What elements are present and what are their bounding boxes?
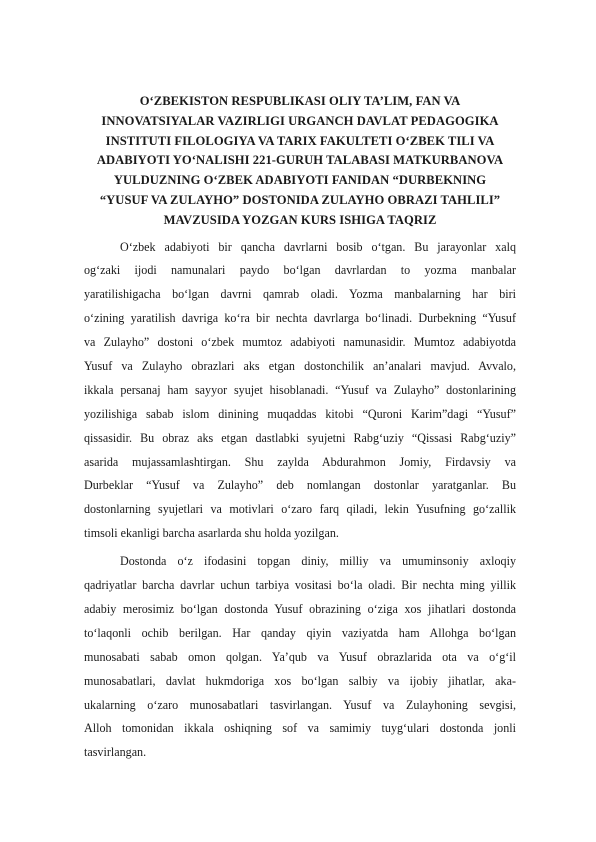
- text-line: yozilishiga sabab islom dinining muqaddas kitobi “Quroni Karim”dagi “Yusuf”: [84, 406, 516, 421]
- document-title: [84, 92, 516, 231]
- text-line: ukalarning o‘zaro munosabatlari tasvirlangan. Yusuf va Zulayhoning sevgisi,: [84, 697, 516, 712]
- text-line: munosabatlari, davlat hukmdoriga xos bo‘lgan salbiy va ijobiy jihatlar, aka-: [84, 673, 516, 688]
- title-line: MAVZUSIDA YOZGAN KURS ISHIGA TAQRIZ: [163, 212, 437, 227]
- text-line: Dostonda o‘z ifodasini topgan diniy, milliy va umuminsoniy axloqiy: [120, 554, 516, 569]
- text-line: o‘zining yaratilish davriga ko‘ra bir nechta davrlarga bo‘linadi. Durbekning “Yusuf: [84, 311, 516, 326]
- text-line: Durbeklar “Yusuf va Zulayho” deb nomlangan dostonlar yaratganlar. Bu: [84, 478, 516, 493]
- title-line: ADABIYOTI YO‘NALISHI 221-GURUH TALABASI MATKURBANOVA: [96, 153, 504, 168]
- title-line: “YUSUF VA ZULAYHO” DOSTONIDA ZULAYHO OBRAZI TAHLILI”: [99, 192, 501, 207]
- text-line: ikkala persanaj ham sayyor syujet hisoblanadi. “Yusuf va Zulayho” dostonlarining: [84, 382, 516, 397]
- document-body: [84, 236, 516, 766]
- paragraph-1: [84, 236, 516, 547]
- text-line: adabiy merosimiz bo‘lgan dostonda Yusuf obrazining o‘ziga xos jihatlari dostonda: [84, 601, 516, 616]
- text-line: og‘zaki ijodi namunalari paydo bo‘lgan davrlardan to yozma manbalar: [84, 263, 516, 278]
- text-line: Yusuf va Zulayho obrazlari aks etgan dostonchilik an’analari mavjud. Avvalo,: [84, 359, 516, 374]
- text-line: qissasidir. Bu obraz aks etgan dastlabki syujetni Rabg‘uziy “Qissasi Rabg‘uziy”: [84, 430, 516, 445]
- text-line: O‘zbek adabiyoti bir qancha davrlarni bosib o‘tgan. Bu jarayonlar xalq: [120, 239, 516, 254]
- text-line: munosabati sabab omon qolgan. Ya’qub va Yusuf obrazlarida ota va o‘g‘il: [84, 649, 516, 664]
- text-line: dostonlarning syujetlari va motivlari o‘zaro farq qiladi, lekin Yusufning go‘zallik: [84, 502, 516, 517]
- text-line: va Zulayho” dostoni o‘zbek mumtoz adabiyoti namunasidir. Mumtoz adabiyotda: [84, 335, 516, 350]
- title-line: INSTITUTI FILOLOGIYA VA TARIX FAKULTETI O‘ZBEK TILI VA: [105, 133, 495, 148]
- text-line: timsoli ekanligi barcha asarlarda shu holda yozilgan.: [84, 526, 339, 541]
- title-line: YULDUZNING O‘ZBEK ADABIYOTI FANIDAN “DURBEKNING: [113, 173, 487, 188]
- text-line: to‘laqonli ochib berilgan. Har qanday qiyin vaziyatda ham Allohga bo‘lgan: [84, 625, 516, 640]
- text-line: asarida mujassamlashtirgan. Shu zaylda Abdurahmon Jomiy, Firdavsiy va: [84, 454, 516, 469]
- document-page: [84, 92, 516, 765]
- text-line: Alloh tomonidan ikkala oshiqning sof va samimiy tuyg‘ulari dostonda jonli: [84, 721, 516, 736]
- text-line: yaratilishigacha bo‘lgan davrni qamrab oladi. Yozma manbalarning har biri: [84, 287, 516, 302]
- title-line: INNOVATSIYALAR VAZIRLIGI URGANCH DAVLAT PEDAGOGIKA: [101, 113, 499, 128]
- paragraph-2: [84, 550, 516, 765]
- text-line: qadriyatlar barcha davrlar uchun tarbiya vositasi bo‘la oladi. Bir nechta ming yillik: [84, 578, 516, 593]
- text-line: tasvirlangan.: [84, 745, 147, 760]
- title-line: O‘ZBEKISTON RESPUBLIKASI OLIY TA’LIM, FAN VA: [139, 94, 461, 108]
